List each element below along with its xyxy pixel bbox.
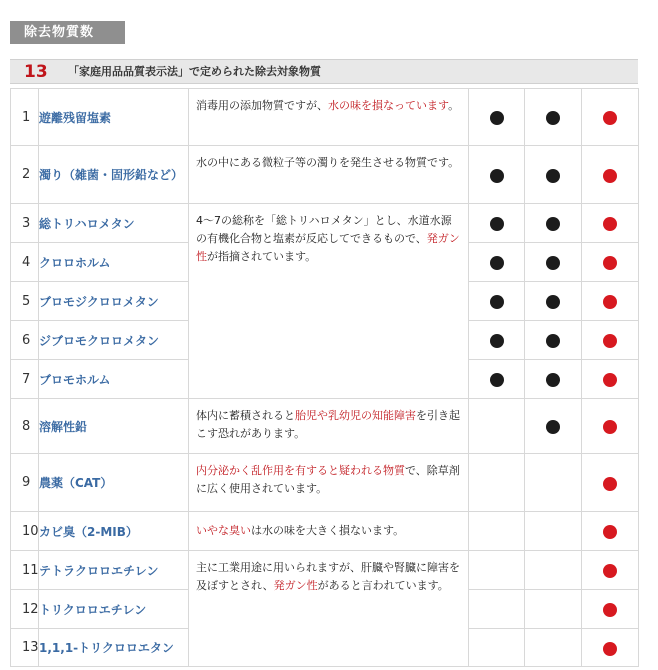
dot-cell [582, 551, 639, 590]
substance-name: 総トリハロメタン [39, 204, 189, 243]
substance-name: 濁り（雑菌・固形鉛など） [39, 146, 189, 204]
desc-highlight: 水の味を損なっています [328, 99, 449, 112]
dot-cell [582, 204, 639, 243]
row-number: 1 [11, 89, 39, 146]
indicator-dot [490, 334, 504, 348]
indicator-dot [490, 256, 504, 270]
substance-description [189, 399, 469, 454]
substance-description [189, 551, 469, 667]
dot-cell [469, 360, 525, 399]
desc-text: 。 [448, 99, 460, 112]
desc-text: 4～7の総称を「総トリハロメタン」とし、水道水源の有機化合物と塩素が反応してできるもので、 [196, 214, 452, 245]
dot-cell [469, 243, 525, 282]
indicator-dot [603, 525, 617, 539]
indicator-dot [546, 373, 560, 387]
indicator-dot [603, 603, 617, 617]
desc-text: で、除草剤に広く使用されています。 [196, 464, 460, 495]
substance-name: 1,1,1-トリクロロエタン [39, 629, 189, 667]
indicator-dot [490, 111, 504, 125]
desc-text: は水の味を大きく損ないます。 [251, 524, 405, 537]
row-number: 10 [11, 512, 39, 551]
desc-text: 体内に蓄積されると [196, 409, 295, 422]
table-row [11, 454, 639, 512]
desc-text: を引き起こす恐れがあります。 [196, 409, 460, 440]
substance-name: テトラクロロエチレン [39, 551, 189, 590]
table-row [11, 399, 639, 454]
dot-cell [525, 590, 582, 629]
dot-cell [582, 590, 639, 629]
desc-highlight: 発ガン性 [196, 232, 460, 263]
table-row [11, 89, 639, 146]
dot-cell [582, 399, 639, 454]
indicator-dot [490, 169, 504, 183]
row-number: 2 [11, 146, 39, 204]
dot-cell [525, 89, 582, 146]
indicator-dot [603, 256, 617, 270]
substance-description [189, 146, 469, 204]
substance-name: ジブロモクロロメタン [39, 321, 189, 360]
dot-cell [525, 146, 582, 204]
desc-text: があると言われています。 [317, 579, 449, 592]
table-row [11, 146, 639, 204]
substance-description [189, 204, 469, 399]
row-number: 11 [11, 551, 39, 590]
indicator-dot [546, 111, 560, 125]
dot-cell [525, 243, 582, 282]
table-header-bar [10, 59, 638, 84]
substance-count: 13 [24, 62, 48, 82]
dot-cell [469, 204, 525, 243]
indicator-dot [546, 295, 560, 309]
substance-description [189, 89, 469, 146]
row-number: 13 [11, 629, 39, 667]
dot-cell [582, 243, 639, 282]
indicator-dot [490, 373, 504, 387]
dot-cell [582, 360, 639, 399]
indicator-dot [603, 564, 617, 578]
indicator-dot [546, 217, 560, 231]
dot-cell [582, 89, 639, 146]
table-row [11, 204, 639, 243]
row-number: 5 [11, 282, 39, 321]
substance-name: ブロモジクロロメタン [39, 282, 189, 321]
indicator-dot [546, 334, 560, 348]
dot-cell [525, 360, 582, 399]
substance-description [189, 512, 469, 551]
indicator-dot [603, 420, 617, 434]
row-number: 4 [11, 243, 39, 282]
indicator-dot [603, 111, 617, 125]
desc-text: 水の中にある微粒子等の濁りを発生させる物質です。 [196, 156, 460, 169]
dot-cell [469, 89, 525, 146]
indicator-dot [603, 642, 617, 656]
desc-highlight: いやな臭い [196, 524, 251, 537]
dot-cell [525, 551, 582, 590]
dot-cell [469, 321, 525, 360]
dot-cell [525, 204, 582, 243]
desc-text: 主に工業用途に用いられますが、肝臓や腎臓に障害を及ぼすとされ、 [196, 561, 460, 592]
indicator-dot [603, 477, 617, 491]
indicator-dot [546, 420, 560, 434]
indicator-dot [546, 256, 560, 270]
dot-cell [469, 590, 525, 629]
dot-cell [582, 282, 639, 321]
dot-cell [525, 454, 582, 512]
substance-name: トリクロロエチレン [39, 590, 189, 629]
row-number: 3 [11, 204, 39, 243]
row-number: 9 [11, 454, 39, 512]
indicator-dot [603, 295, 617, 309]
table-title: 「家庭用品品質表示法」で定められた除去対象物質 [68, 65, 321, 78]
substance-name: ブロモホルム [39, 360, 189, 399]
dot-cell [582, 146, 639, 204]
indicator-dot [546, 169, 560, 183]
dot-cell [582, 321, 639, 360]
dot-cell [469, 551, 525, 590]
substance-name: クロロホルム [39, 243, 189, 282]
indicator-dot [603, 373, 617, 387]
row-number: 6 [11, 321, 39, 360]
indicator-dot [490, 295, 504, 309]
section-tag: 除去物質数 [10, 21, 125, 44]
dot-cell [525, 282, 582, 321]
table-row [11, 551, 639, 590]
indicator-dot [603, 169, 617, 183]
dot-cell [525, 399, 582, 454]
dot-cell [469, 399, 525, 454]
dot-cell [525, 629, 582, 667]
desc-highlight: 胎児や乳幼児の知能障害 [295, 409, 416, 422]
dot-cell [525, 321, 582, 360]
indicator-dot [603, 217, 617, 231]
dot-cell [525, 512, 582, 551]
substance-name: 溶解性鉛 [39, 399, 189, 454]
substance-name: 農薬（CAT） [39, 454, 189, 512]
substance-name: 遊離残留塩素 [39, 89, 189, 146]
row-number: 8 [11, 399, 39, 454]
indicator-dot [603, 334, 617, 348]
substance-name: カビ臭（2-MIB） [39, 512, 189, 551]
dot-cell [469, 512, 525, 551]
desc-highlight: 発ガン性 [273, 579, 318, 592]
substance-description [189, 454, 469, 512]
desc-text: が指摘されています。 [207, 250, 317, 263]
dot-cell [582, 454, 639, 512]
table-row [11, 512, 639, 551]
dot-cell [469, 629, 525, 667]
dot-cell [469, 146, 525, 204]
dot-cell [469, 454, 525, 512]
row-number: 12 [11, 590, 39, 629]
desc-text: 消毒用の添加物質ですが、 [196, 99, 328, 112]
row-number: 7 [11, 360, 39, 399]
dot-cell [469, 282, 525, 321]
dot-cell [582, 512, 639, 551]
dot-cell [582, 629, 639, 667]
indicator-dot [490, 217, 504, 231]
desc-highlight: 内分泌かく乱作用を有すると疑われる物質 [196, 464, 405, 477]
substance-table [10, 88, 639, 667]
